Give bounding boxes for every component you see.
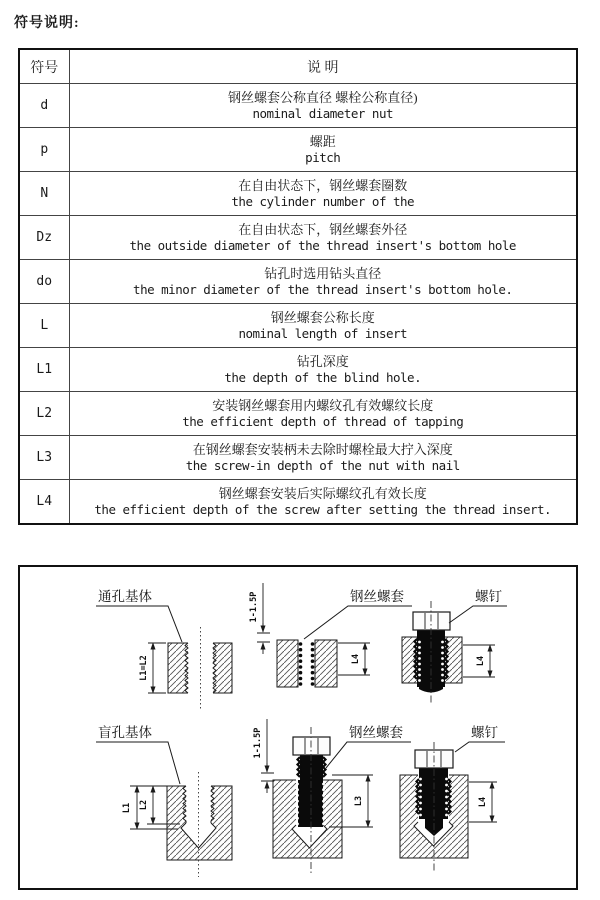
dim-pitch-row2 <box>253 719 274 793</box>
desc-en: the screw-in depth of the nut with nail <box>185 458 460 473</box>
wire-insert-coils <box>299 642 315 686</box>
dim-label: 1-1.5P <box>249 591 259 623</box>
description-cell <box>69 260 577 304</box>
label-screw-row1 <box>449 588 507 623</box>
table-row <box>19 480 577 525</box>
leader-line <box>326 742 411 768</box>
symbol-table <box>18 48 578 525</box>
symbol-cell: N <box>19 172 69 216</box>
table-row <box>19 260 577 304</box>
row1-through-hole <box>96 583 507 710</box>
dim-label: L4 <box>478 796 488 808</box>
desc-zh: 在自由状态下，钢丝螺套外径 <box>238 222 408 237</box>
symbol-cell: L <box>19 304 69 348</box>
symbol-cell: L2 <box>19 392 69 436</box>
label-through-hole-base <box>96 588 182 642</box>
leader-line <box>449 606 507 623</box>
extension-ticks <box>261 773 274 781</box>
label-text: 盲孔基体 <box>98 725 152 740</box>
table-row <box>19 172 577 216</box>
leader-line <box>455 742 505 752</box>
description-cell <box>69 392 577 436</box>
desc-zh: 安装钢丝螺套用内螺纹孔有效螺纹长度 <box>212 398 434 413</box>
label-blind-hole-base <box>96 724 180 784</box>
base-section <box>277 640 298 687</box>
leader-line <box>96 606 182 642</box>
screw-shaft <box>419 768 448 819</box>
table-row <box>19 392 577 436</box>
table-row <box>19 128 577 172</box>
desc-en: the efficient depth of the screw after setting the thread insert. <box>94 502 552 517</box>
description-cell <box>69 480 577 525</box>
page-title: 符号说明: <box>14 16 80 31</box>
symbol-cell: d <box>19 84 69 128</box>
label-text: 螺钉 <box>475 589 502 604</box>
base-section <box>167 786 232 860</box>
dim-l4-row2 <box>469 782 497 822</box>
dim-label: L4 <box>476 655 486 667</box>
symbol-cell: L4 <box>19 480 69 525</box>
desc-en: the outside diameter of the thread insert's bottom hole <box>129 238 516 253</box>
label-wire-insert-row1 <box>304 588 412 639</box>
dim-l4-screw <box>463 645 495 677</box>
col-header-description: 说 明 <box>69 49 577 84</box>
dim-label: 1-1.5P <box>253 727 263 759</box>
screw-thread-silhouette <box>323 757 326 777</box>
description-cell <box>69 304 577 348</box>
screw-thread-silhouette <box>298 757 301 777</box>
description-cell <box>69 348 577 392</box>
screw-shank <box>300 755 323 781</box>
dim-label: L1 <box>122 802 132 814</box>
hex-head <box>293 737 330 755</box>
desc-zh: 钻孔时选用钻头直径 <box>264 266 382 281</box>
figure-blind-hole-screwed <box>400 742 497 873</box>
label-wire-insert-row2 <box>326 724 411 768</box>
label-text: 通孔基体 <box>98 589 152 604</box>
dim-label: L3 <box>354 795 364 807</box>
desc-en: the cylinder number of the <box>231 194 415 209</box>
extension-ticks <box>257 633 270 642</box>
symbol-cell: L3 <box>19 436 69 480</box>
desc-en: pitch <box>305 150 341 165</box>
figure-through-hole-tapped <box>139 627 232 710</box>
label-text: 钢丝螺套 <box>349 725 403 740</box>
symbol-cell: p <box>19 128 69 172</box>
table-row <box>19 348 577 392</box>
dim-l4-insert <box>338 643 370 675</box>
desc-en: the efficient depth of thread of tapping <box>182 414 464 429</box>
label-text: 钢丝螺套 <box>350 589 404 604</box>
figure-through-hole-insert <box>277 640 370 687</box>
installation-diagram <box>20 567 576 888</box>
figure-blind-hole-insert-tang <box>273 727 373 874</box>
screw-shaft <box>298 780 323 827</box>
figure-through-hole-screwed <box>402 601 495 703</box>
dim-label: L4 <box>351 653 361 665</box>
leader-line <box>304 606 412 639</box>
diagram-panel <box>18 565 578 890</box>
table-header-row <box>19 49 577 84</box>
table-row <box>19 436 577 480</box>
desc-en: the depth of the blind hole. <box>224 370 422 385</box>
dim-label: L2 <box>139 799 149 811</box>
desc-zh: 钻孔深度 <box>296 354 349 369</box>
symbol-cell: L1 <box>19 348 69 392</box>
desc-zh: 在钢丝螺套安装柄未去除时螺栓最大拧入深度 <box>192 442 453 457</box>
description-cell <box>69 172 577 216</box>
dim-label: L1=L2 <box>139 655 149 681</box>
dim-l1-equals-l2 <box>139 643 166 693</box>
col-header-symbol: 符号 <box>19 49 69 84</box>
table-row <box>19 216 577 260</box>
desc-zh: 钢丝螺套公称长度 <box>270 310 375 325</box>
dim-pitch-row1 <box>249 583 270 654</box>
label-text: 螺钉 <box>471 725 498 740</box>
desc-zh: 在自由状态下，钢丝螺套圈数 <box>238 178 408 193</box>
figure-blind-hole-tapped <box>122 772 232 877</box>
desc-zh: 钢丝螺套公称直径 螺栓公称直径) <box>227 90 418 105</box>
desc-en: nominal diameter nut <box>252 106 393 121</box>
description-cell <box>69 436 577 480</box>
desc-zh: 钢丝螺套安装后实际螺纹孔有效长度 <box>218 486 427 501</box>
hex-head <box>413 612 450 630</box>
table-row <box>19 84 577 128</box>
desc-zh: 螺距 <box>309 134 336 149</box>
desc-en: nominal length of insert <box>238 326 408 341</box>
leader-line <box>96 742 180 784</box>
label-screw-row2 <box>455 724 505 752</box>
desc-en: the minor diameter of the thread insert's bottom hole. <box>133 282 513 297</box>
description-cell <box>69 84 577 128</box>
extension-lines <box>148 643 166 693</box>
table-row <box>19 304 577 348</box>
symbol-cell: Dz <box>19 216 69 260</box>
description-cell <box>69 216 577 260</box>
row2-blind-hole <box>96 719 505 877</box>
description-cell <box>69 128 577 172</box>
symbol-cell: do <box>19 260 69 304</box>
base-section <box>315 640 337 687</box>
